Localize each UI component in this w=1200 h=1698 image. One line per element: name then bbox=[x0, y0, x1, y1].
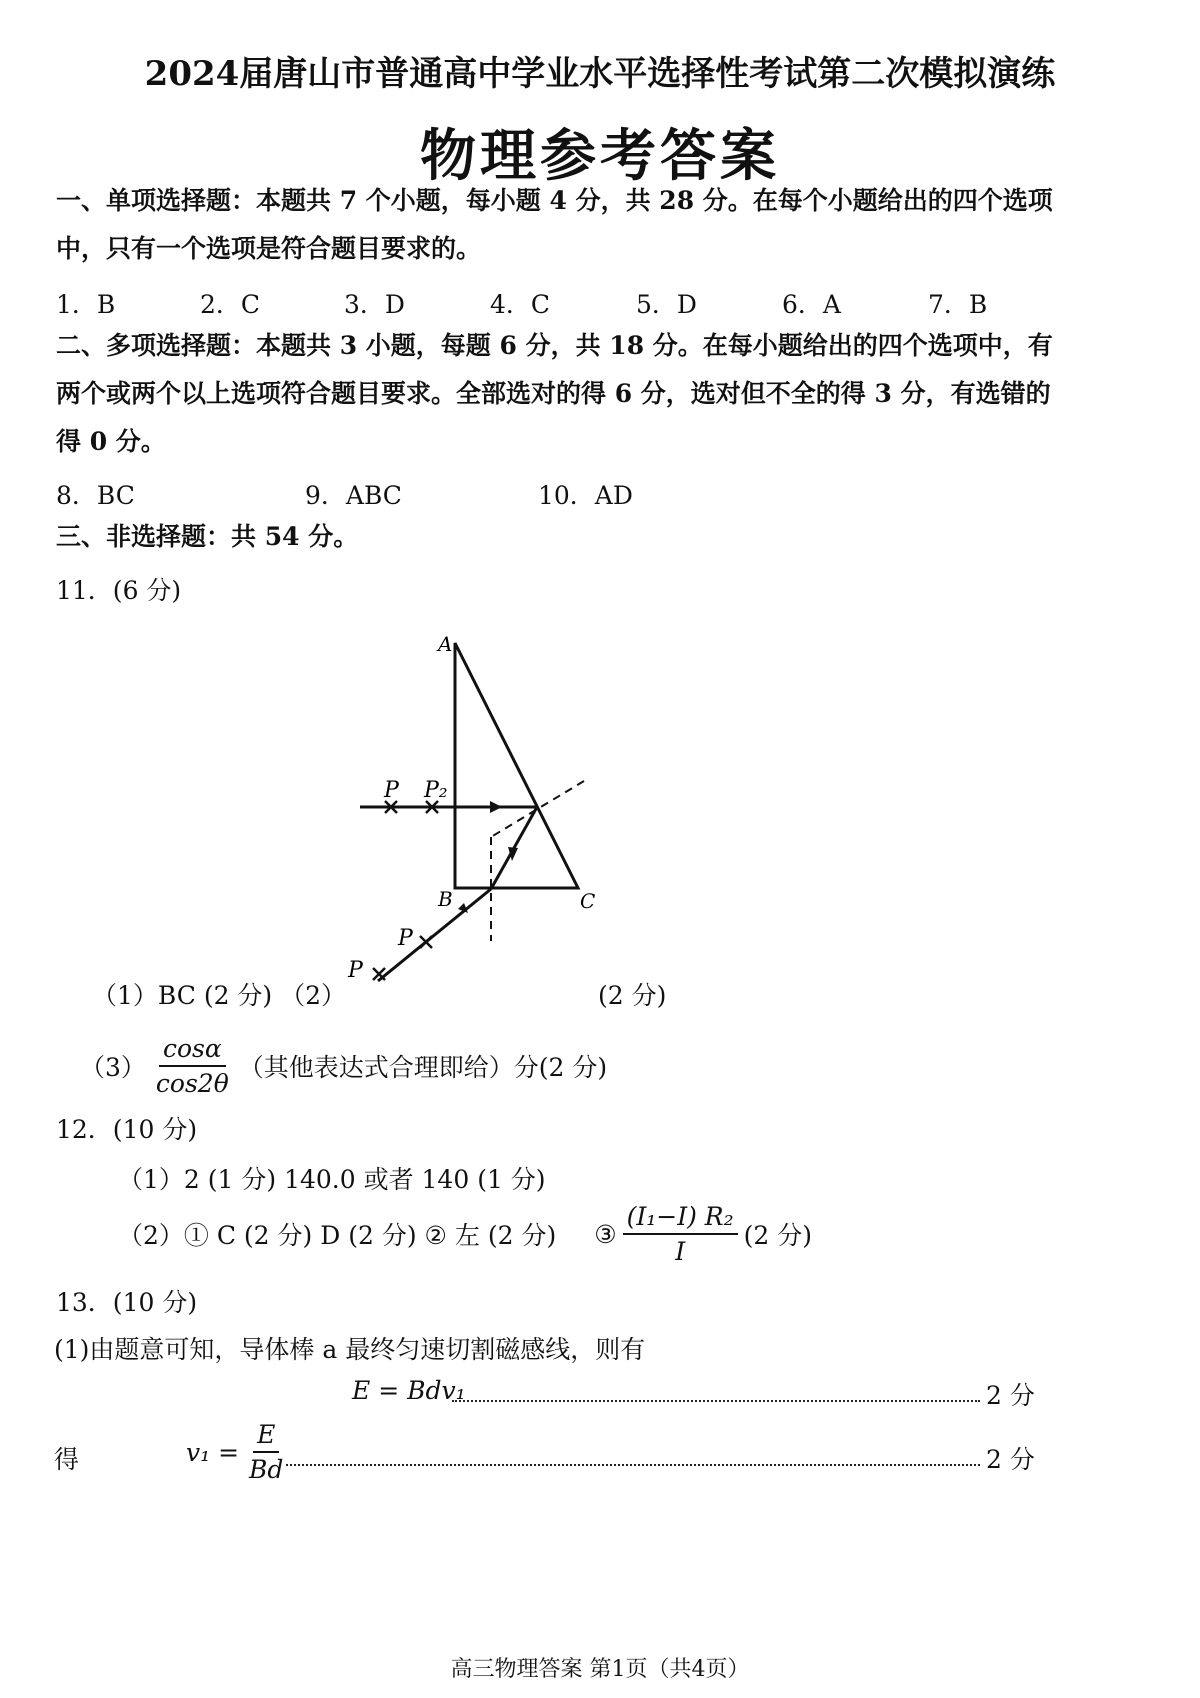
answer-1: 1．B bbox=[56, 290, 116, 319]
q11-part3-suffix: （其他表达式合理即给）分(2 分) bbox=[238, 1053, 608, 1082]
q12-circled3: ③ bbox=[594, 1219, 617, 1249]
q12-title: 12．(10 分) bbox=[56, 1115, 198, 1144]
section2-line2: 两个或两个以上选项符合题目要求。全部选对的得 6 分，选对但不全的得 3 分，有选错的 bbox=[56, 379, 1051, 408]
q13-eq1-leader bbox=[452, 1400, 980, 1402]
pin-markers bbox=[373, 801, 438, 980]
exam-title: 2024届唐山市普通高中学业水平选择性考试第二次模拟演练 bbox=[144, 54, 1056, 94]
q11-part3-fraction bbox=[152, 1034, 233, 1098]
answer-8: 8．BC bbox=[56, 481, 135, 510]
ray-arrow-1 bbox=[490, 801, 502, 813]
page-footer: 高三物理答案 第1页（共4页） bbox=[450, 1657, 750, 1682]
q12-line1: （1）2 (1 分) 140.0 或者 140 (1 分) bbox=[118, 1165, 546, 1194]
q13-eq2-lhs: v₁ = bbox=[186, 1437, 240, 1467]
q11-part2-score: (2 分) bbox=[598, 981, 667, 1010]
q11-part3-den: cos2θ bbox=[155, 1069, 229, 1098]
section3-heading: 三、非选择题：共 54 分。 bbox=[56, 522, 359, 551]
q11-title: 11．(6 分) bbox=[56, 576, 182, 605]
q13-de-label: 得 bbox=[54, 1445, 80, 1474]
answer-9: 9．ABC bbox=[305, 481, 402, 510]
answer-2: 2．C bbox=[200, 290, 261, 319]
q11-part1: （1）BC (2 分) （2） bbox=[92, 981, 347, 1010]
q12-line2 bbox=[118, 1202, 812, 1266]
q11-part3 bbox=[80, 1034, 607, 1098]
section2-line1: 二、多项选择题：本题共 3 小题，每题 6 分，共 18 分。在每小题给出的四个选项中，有 bbox=[56, 331, 1053, 360]
label-C: C bbox=[580, 889, 596, 913]
q13-eq2-den: Bd bbox=[249, 1455, 284, 1484]
section1-line2: 中，只有一个选项是符合题目要求的。 bbox=[56, 234, 482, 263]
label-P2: P₂ bbox=[424, 778, 448, 803]
q12-line2-text: （2）① C (2 分) D (2 分) ② 左 (2 分) bbox=[118, 1221, 557, 1250]
answer-7: 7．B bbox=[928, 290, 988, 319]
q12-formula-score: (2 分) bbox=[743, 1221, 813, 1250]
q13-eq2-num: E bbox=[253, 1420, 279, 1453]
section1-line1: 一、单项选择题：本题共 7 个小题，每小题 4 分，共 28 分。在每个小题给出的四个选项 bbox=[56, 186, 1053, 215]
section2-line3: 得 0 分。 bbox=[56, 427, 166, 456]
label-P3: P bbox=[398, 926, 413, 951]
q11-part3-prefix: （3） bbox=[80, 1053, 146, 1082]
prism-ray-diagram bbox=[340, 625, 620, 1005]
answer-5: 5．D bbox=[636, 290, 697, 319]
answer-4: 4．C bbox=[490, 290, 551, 319]
label-A: A bbox=[438, 632, 453, 656]
q12-formula-num: (I₁−I) R₂ bbox=[623, 1202, 738, 1235]
answer-6: 6．A bbox=[782, 290, 841, 319]
q13-title: 13．(10 分) bbox=[56, 1288, 198, 1317]
q13-eq2-leader bbox=[286, 1464, 980, 1466]
emergent-ray bbox=[378, 889, 491, 981]
label-B: B bbox=[438, 887, 453, 911]
q13-eq2 bbox=[186, 1420, 293, 1484]
document-title: 物理参考答案 bbox=[420, 123, 780, 189]
answer-10: 10．AD bbox=[538, 481, 633, 510]
answer-3: 3．D bbox=[344, 290, 405, 319]
label-P4: P bbox=[348, 958, 363, 983]
q13-eq1-score: 2 分 bbox=[986, 1381, 1035, 1410]
q13-line1: (1)由题意可知，导体棒 a 最终匀速切割磁感线，则有 bbox=[54, 1335, 646, 1364]
label-P1: P bbox=[384, 778, 399, 803]
q13-eq2-score: 2 分 bbox=[986, 1445, 1035, 1474]
q12-formula-den: I bbox=[675, 1237, 686, 1266]
q12-formula-fraction bbox=[623, 1202, 738, 1266]
q13-eq2-fraction bbox=[245, 1420, 287, 1484]
q11-part3-num: cosα bbox=[159, 1034, 226, 1067]
q13-eq1: E = Bdv₁ bbox=[352, 1376, 466, 1405]
